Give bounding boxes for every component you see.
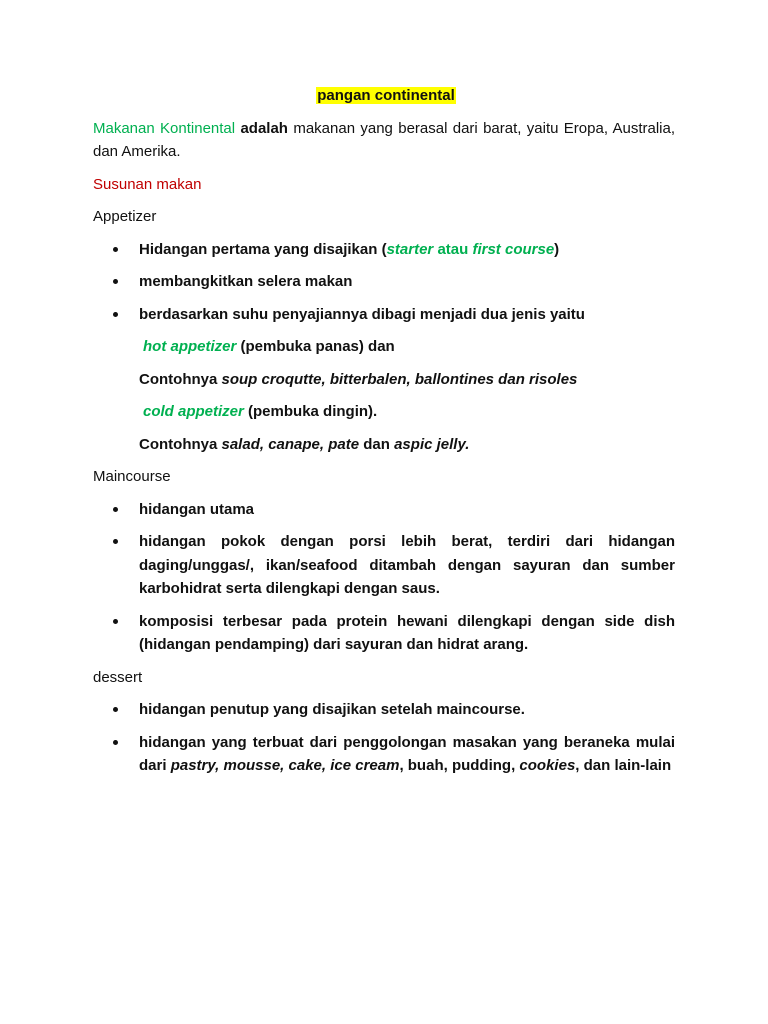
dessert-heading: dessert xyxy=(93,668,143,686)
item-text: Hidangan pertama yang disajikan ( xyxy=(139,240,387,258)
list-item xyxy=(93,698,675,722)
intro-verb: adalah xyxy=(240,119,288,137)
bullet-icon xyxy=(113,740,118,745)
bullet-icon xyxy=(113,247,118,252)
bullet-icon xyxy=(113,619,118,624)
item-text: , dan lain-lain xyxy=(575,757,672,774)
item-italic-text: cookies xyxy=(519,757,576,774)
list-item xyxy=(93,238,675,262)
example-prefix: Contohnya xyxy=(139,435,222,453)
item-text: membangkitkan selera makan xyxy=(139,273,353,290)
intro-text: makanan yang berasal dari barat, yaitu Eropa, Australia, dan Amerika. xyxy=(93,119,676,160)
item-italic-text: pastry, mousse, cake, ice cream xyxy=(170,757,400,774)
item-green-text: first course xyxy=(472,240,555,258)
example-items: aspic jelly. xyxy=(394,435,470,453)
list-item xyxy=(93,303,675,327)
intro-paragraph xyxy=(93,117,675,164)
example-items: soup croqutte, bitterbalen, ballontines dan risoles xyxy=(221,370,578,388)
cold-appetizer-example xyxy=(93,433,675,457)
list-item xyxy=(93,731,675,778)
cold-appetizer-term: cold appetizer xyxy=(143,403,244,420)
maincourse-list xyxy=(93,498,675,657)
document-title: pangan continental xyxy=(317,87,455,104)
item-text: berdasarkan suhu penyajiannya dibagi menjadi dua jenis yaitu xyxy=(139,305,585,323)
list-item xyxy=(93,610,675,657)
hot-appetizer-line xyxy=(93,335,675,359)
bullet-icon xyxy=(113,539,118,544)
intro-term: Makanan Kontinental xyxy=(93,119,236,137)
item-text: ) xyxy=(554,240,560,258)
appetizer-heading: Appetizer xyxy=(93,208,157,225)
example-connector: dan xyxy=(359,435,395,453)
maincourse-heading: Maincourse xyxy=(93,468,171,485)
item-text: hidangan utama xyxy=(139,500,255,518)
cold-appetizer-text: (pembuka dingin). xyxy=(243,403,378,420)
item-text: komposisi terbesar pada protein hewani dilengkapi dengan side dish (hidangan pendamping) dari sayuran dan hidrat arang. xyxy=(139,612,675,653)
hot-appetizer-example xyxy=(93,368,675,392)
bullet-icon xyxy=(113,707,118,712)
cold-appetizer-line xyxy=(93,400,675,424)
bullet-icon xyxy=(113,507,118,512)
hot-appetizer-text: (pembuka panas) dan xyxy=(236,338,395,355)
item-text: hidangan yang terbuat dari penggolongan masakan yang beraneka mulai dari xyxy=(139,733,675,774)
item-green-text: starter xyxy=(386,240,434,258)
hot-appetizer-term: hot appetizer xyxy=(143,338,237,355)
document-page xyxy=(93,84,675,787)
appetizer-list xyxy=(93,238,675,327)
bullet-icon xyxy=(113,279,118,284)
title-row xyxy=(93,84,675,108)
example-prefix: Contohnya xyxy=(139,370,222,388)
item-text: hidangan penutup yang disajikan setelah maincourse. xyxy=(139,701,525,718)
list-item xyxy=(93,498,675,522)
bullet-icon xyxy=(113,312,118,317)
list-item xyxy=(93,270,675,294)
item-text: hidangan pokok dengan porsi lebih berat, terdiri dari hidangan daging/unggas/, ikan/seafood ditambah dengan sayuran dan sumber karbohidrat serta dilengkapi dengan saus. xyxy=(139,533,675,597)
susunan-heading: Susunan makan xyxy=(93,175,202,193)
dessert-list xyxy=(93,698,675,778)
item-green-text: atau xyxy=(433,240,473,258)
item-text: , buah, pudding, xyxy=(399,757,520,774)
example-items: salad, canape, pate xyxy=(221,435,360,453)
list-item xyxy=(93,530,675,601)
